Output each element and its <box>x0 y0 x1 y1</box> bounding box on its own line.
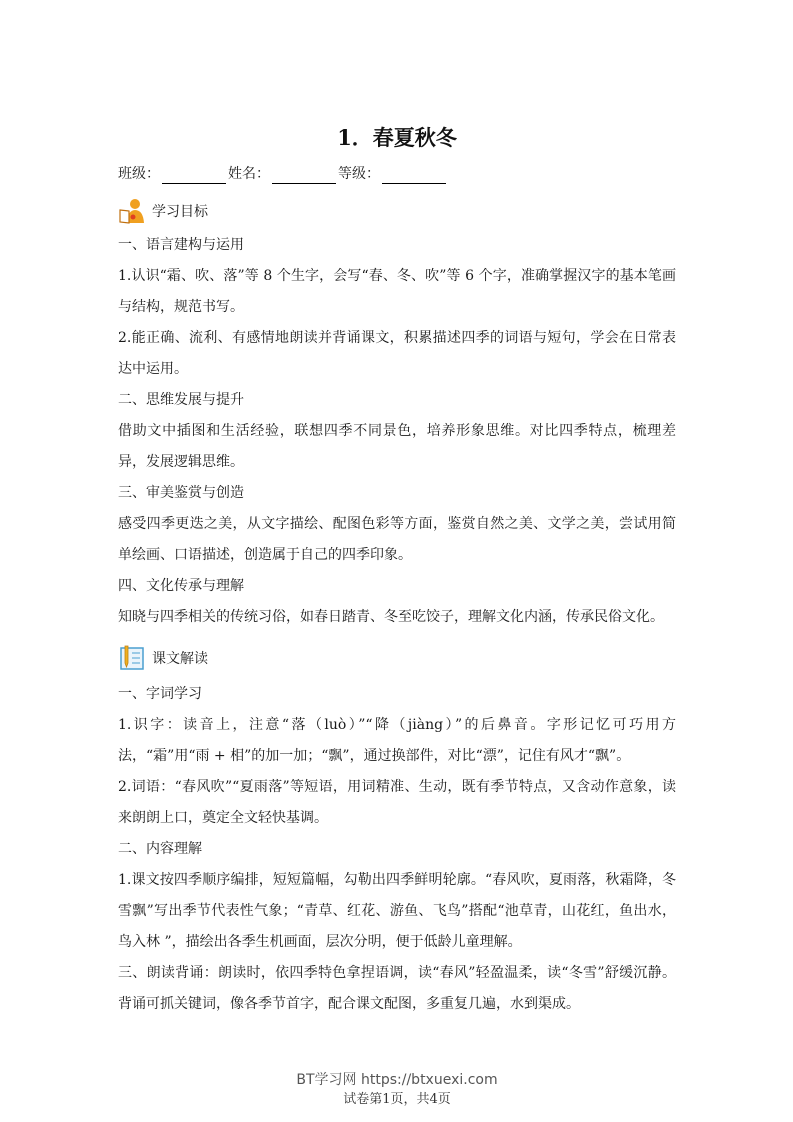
student-info-line <box>118 164 676 184</box>
reading-person-icon <box>118 198 146 224</box>
paragraph: 借助文中插图和生活经验，联想四季不同景色，培养形象思维。对比四季特点，梳理差异，发展逻辑思维。 <box>118 423 676 470</box>
reading-content <box>118 679 676 1020</box>
subheading: 一、语言建构与运用 <box>118 237 244 253</box>
section-heading-text: 课文解读 <box>152 651 208 667</box>
paragraph: 1.认识“霜、吹、落”等 8 个生字，会写“春、冬、吹”等 6 个字，准确掌握汉字的基本笔画与结构，规范书写。 <box>118 268 676 315</box>
subheading: 二、内容理解 <box>118 841 202 857</box>
subheading: 三、审美鉴赏与创造 <box>118 485 244 501</box>
notebook-pencil-icon <box>118 645 146 671</box>
section-heading-reading <box>118 643 676 673</box>
subheading: 四、文化传承与理解 <box>118 578 244 594</box>
page-title: 1．春夏秋冬 <box>337 125 457 150</box>
paragraph: 2.词语：“春风吹”“夏雨落”等短语，用词精准、生动，既有季节特点，又含动作意象，读来朗朗上口，奠定全文轻快基调。 <box>118 779 676 826</box>
subheading: 二、思维发展与提升 <box>118 392 244 408</box>
page-number: 试卷第1页，共4页 <box>343 1092 451 1107</box>
page-footer <box>118 1070 676 1120</box>
paragraph: 三、朗读背诵：朗读时，依四季特色拿捏语调，读“春风”轻盈温柔，读“冬雪”舒缓沉静。背诵可抓关键词，像各季节首字，配合课文配图，多重复几遍，水到渠成。 <box>118 965 676 1012</box>
paragraph: 1.识字：读音上，注意“落（luò）”“降（jiàng）”的后鼻音。字形记忆可巧用方法，“霜”用“雨 + 相”的加一加；“飘”，通过换部件，对比“漂”，记住有风才“飘”。 <box>118 717 676 764</box>
name-blank <box>272 169 336 184</box>
paragraph: 1.课文按四季顺序编排，短短篇幅，勾勒出四季鲜明轮廓。“春风吹，夏雨落，秋霜降，冬雪飘”写出季节代表性气象；“青草、红花、游鱼、飞鸟”搭配“池草青，山花红，鱼出水，鸟入林 ”，描绘出各季生机画面，层次分明，便于低龄儿童理解。 <box>118 872 676 950</box>
section-heading-text: 学习目标 <box>152 204 208 220</box>
grade-label: 等级： <box>338 166 380 182</box>
paragraph: 知晓与四季相关的传统习俗，如春日踏青、冬至吃饺子，理解文化内涵，传承民俗文化。 <box>118 609 664 625</box>
section-heading-goals <box>118 196 676 226</box>
subheading: 一、字词学习 <box>118 686 202 702</box>
paragraph: 2.能正确、流利、有感情地朗读并背诵课文，积累描述四季的词语与短句，学会在日常表达中运用。 <box>118 330 676 377</box>
goals-content <box>118 230 676 633</box>
paragraph: 感受四季更迭之美，从文字描绘、配图色彩等方面，鉴赏自然之美、文学之美，尝试用简单绘画、口语描述，创造属于自己的四季印象。 <box>118 516 676 563</box>
class-label: 班级： <box>118 166 160 182</box>
name-label: 姓名： <box>228 166 270 182</box>
watermark: BT学习网 https://btxuexi.com <box>296 1072 498 1088</box>
class-blank <box>162 169 226 184</box>
grade-blank <box>382 169 446 184</box>
